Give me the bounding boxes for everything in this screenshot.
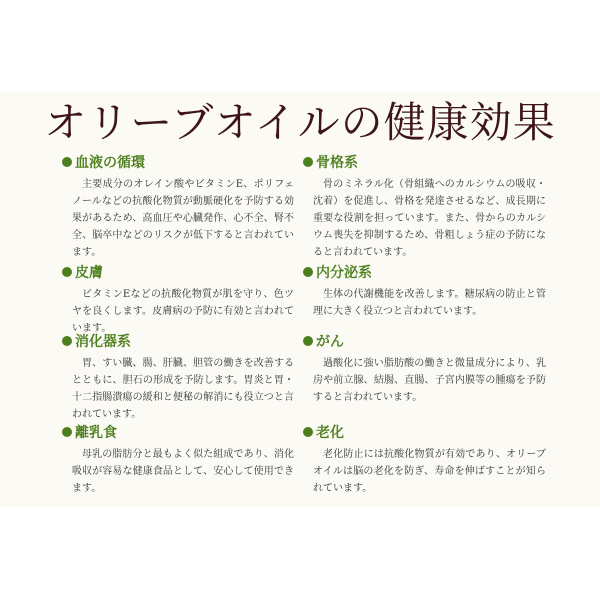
bullet-icon bbox=[62, 267, 72, 277]
section-cancer bbox=[303, 331, 546, 406]
section-body: 主要成分のオレイン酸やビタミンE、ポリフェノールなどの抗酸化物質が動脈硬化を予防する効果があるため、高血圧や心臓発作、心不全、腎不全、脳卒中などのリスクが低下すると言われています。 bbox=[72, 179, 294, 258]
section-heading bbox=[62, 422, 294, 442]
section-heading-label: 消化器系 bbox=[75, 334, 131, 350]
section-heading-label: 皮膚 bbox=[75, 265, 103, 281]
section-body: 胃、すい臓、腸、肝臓、胆管の働きを改善するとともに、胆石の形成を予防します。胃炎と胃・十二指腸潰瘍の緩和と便秘の解消にも役立つと言われています。 bbox=[72, 358, 294, 420]
section-heading-label: 骨格系 bbox=[316, 155, 358, 171]
section-digestive-system bbox=[62, 331, 294, 423]
section-heading-label: 内分泌系 bbox=[316, 265, 372, 281]
bullet-icon bbox=[303, 336, 313, 346]
section-endocrine-system bbox=[303, 262, 546, 320]
section-heading bbox=[62, 262, 294, 282]
page-title: オリーブオイルの健康効果 bbox=[44, 98, 556, 147]
section-body: 骨のミネラル化（骨組織へのカルシウムの吸収・沈着）を促進し、骨格を発達させるなど、成長期に重要な役割を担っています。また、骨からのカルシウム喪失を抑制するため、骨粗しょう症の予防になると言われています。 bbox=[313, 179, 546, 258]
bullet-icon bbox=[303, 267, 313, 277]
section-skeletal-system bbox=[303, 152, 546, 261]
section-heading-label: 老化 bbox=[316, 425, 344, 441]
section-blood-circulation bbox=[62, 152, 294, 261]
section-heading bbox=[303, 331, 546, 351]
section-skin bbox=[62, 262, 294, 337]
section-heading bbox=[303, 262, 546, 282]
section-body: 老化防止には抗酸化物質が有効であり、オリーブオイルは脳の老化を防ぎ、寿命を伸ばすことが知られています。 bbox=[313, 449, 546, 494]
section-heading bbox=[62, 331, 294, 351]
bullet-icon bbox=[303, 157, 313, 167]
bullet-icon bbox=[62, 157, 72, 167]
section-heading bbox=[303, 152, 546, 172]
section-baby-food bbox=[62, 422, 294, 497]
section-heading bbox=[62, 152, 294, 172]
section-heading-label: 血液の循環 bbox=[75, 155, 145, 171]
section-heading-label: 離乳食 bbox=[75, 425, 117, 441]
bullet-icon bbox=[303, 427, 313, 437]
section-heading-label: がん bbox=[316, 334, 344, 350]
section-body: 母乳の脂肪分と最もよく似た組成であり、消化吸収が容易な健康食品として、安心して使用できます。 bbox=[72, 449, 294, 494]
section-body: 過酸化に強い脂肪酸の働きと微量成分により、乳房や前立腺、結腸、直腸、子宮内膜等の腫瘍を予防すると言われています。 bbox=[313, 358, 546, 403]
section-heading bbox=[303, 422, 546, 442]
bullet-icon bbox=[62, 336, 72, 346]
section-body: 生体の代謝機能を改善します。糖尿病の防止と管理に大きく役立つと言われています。 bbox=[313, 289, 546, 317]
section-body: ビタミンEなどの抗酸化物質が肌を守り、色ツヤを良くします。皮膚病の予防に有効と言われています。 bbox=[72, 289, 294, 334]
section-aging bbox=[303, 422, 546, 497]
bullet-icon bbox=[62, 427, 72, 437]
